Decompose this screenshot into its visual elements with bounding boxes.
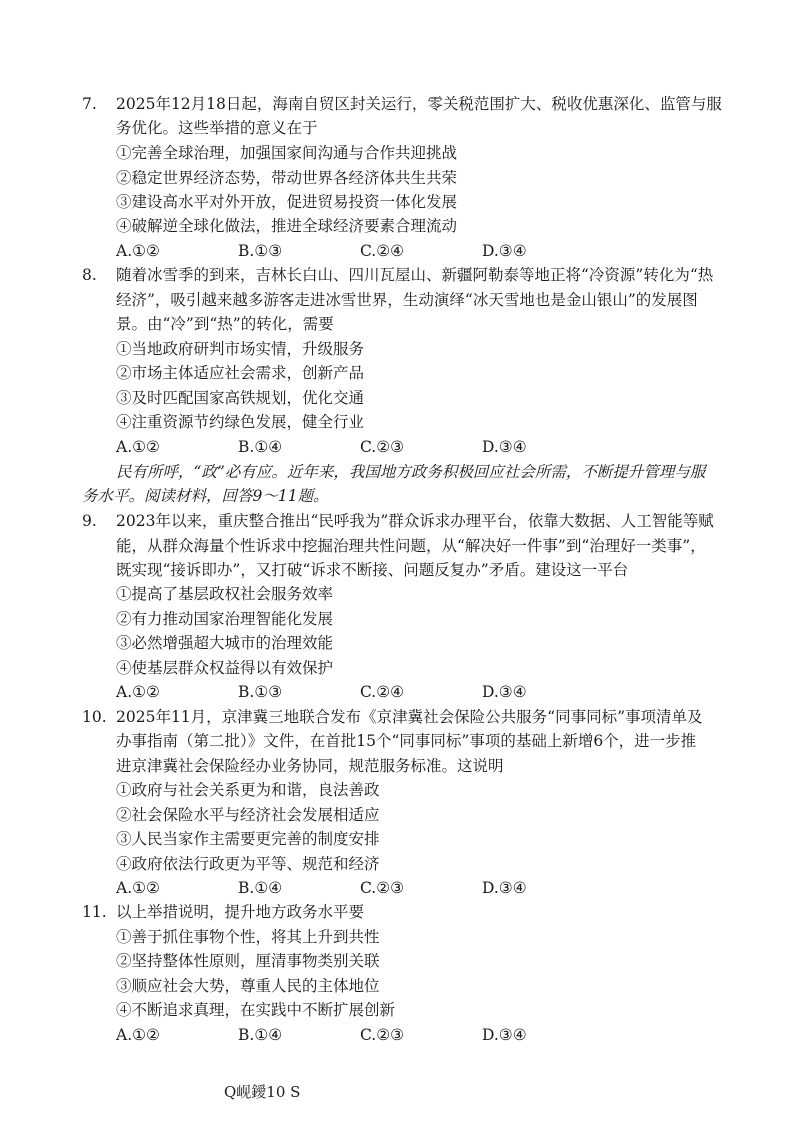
- question-8-option-b[interactable]: B.①④: [238, 438, 283, 456]
- question-10-number: 10.: [82, 708, 107, 726]
- question-7-option-c[interactable]: C.②④: [360, 242, 405, 260]
- question-10-stem-line-2: 办事指南（第二批）》文件，在首批15个“同事同标”事项的基础上新增6个，进一步推: [116, 732, 697, 750]
- question-10-item-2: ②社会保险水平与经济社会发展相适应: [116, 806, 380, 824]
- question-8-number: 8.: [82, 266, 97, 284]
- question-9-option-a[interactable]: A.①②: [116, 683, 160, 701]
- question-10-option-b[interactable]: B.①④: [238, 879, 283, 897]
- question-7-stem-line-1: 2025年12月18日起，海南自贸区封关运行，零关税范围扩大、税收优惠深化、监管与服: [116, 95, 722, 113]
- question-9-option-c[interactable]: C.②④: [360, 683, 405, 701]
- question-7-option-d[interactable]: D.③④: [482, 242, 527, 260]
- question-9-options: [116, 680, 731, 704]
- question-9-item-1: ①提高了基层政权社会服务效率: [116, 585, 334, 603]
- question-8-stem-line-3: 景。由“冷”到“热”的转化，需要: [116, 315, 334, 333]
- question-10-item-1: ①政府与社会关系更为和谐，良法善政: [116, 781, 380, 799]
- material-paragraph-line-2: 务水平。阅读材料，回答9～11题。: [82, 487, 329, 505]
- question-8-item-4: ④注重资源节约绿色发展，健全行业: [116, 413, 365, 431]
- question-11-option-b[interactable]: B.①④: [238, 1026, 283, 1044]
- question-10-stem-line-3: 进京津冀社会保险经办业务协同，规范服务标准。这说明: [116, 757, 504, 775]
- question-9-stem-line-3: 既实现“接诉即办”，又打破“诉求不断接、问题反复办”矛盾。建设这一平台: [116, 561, 629, 579]
- question-11-option-d[interactable]: D.③④: [482, 1026, 527, 1044]
- question-8-item-1: ①当地政府研判市场实情，升级服务: [116, 340, 365, 358]
- question-7-number: 7.: [82, 95, 97, 113]
- question-10-option-d[interactable]: D.③④: [482, 879, 527, 897]
- question-8-item-2: ②市场主体适应社会需求，创新产品: [116, 364, 365, 382]
- question-10-option-a[interactable]: A.①②: [116, 879, 160, 897]
- question-8-item-3: ③及时匹配国家高铁规划，优化交通: [116, 389, 365, 407]
- question-7-stem-line-2: 务优化。这些举措的意义在于: [116, 119, 318, 137]
- question-9-option-b[interactable]: B.①③: [238, 683, 283, 701]
- question-9-stem-line-1: 2023年以来，重庆整合推出“民呼我为”群众诉求办理平台，依靠大数据、人工智能等赋: [116, 512, 714, 530]
- question-7-item-1: ①完善全球治理，加强国家间沟通与合作共迎挑战: [116, 144, 458, 162]
- question-9-item-3: ③必然增强超大城市的治理效能: [116, 634, 334, 652]
- question-11-option-c[interactable]: C.②③: [360, 1026, 405, 1044]
- question-9-item-4: ④使基层群众权益得以有效保护: [116, 659, 334, 677]
- material-paragraph-line-1: 民有所呼，“政”必有应。近年来，我国地方政务积极回应社会所需，不断提升管理与服: [116, 463, 706, 481]
- question-9-stem-line-2: 能，从群众海量个性诉求中挖掘治理共性问题，从“解决好一件事”到“治理好一类事”，: [116, 537, 706, 555]
- question-9-item-2: ②有力推动国家治理智能化发展: [116, 610, 334, 628]
- question-9-option-d[interactable]: D.③④: [482, 683, 527, 701]
- question-7-item-4: ④破解逆全球化做法，推进全球经济要素合理流动: [116, 217, 458, 235]
- question-8-option-c[interactable]: C.②③: [360, 438, 405, 456]
- question-10-options: [116, 876, 731, 900]
- question-11-item-1: ①善于抓住事物个性，将其上升到共性: [116, 928, 380, 946]
- page-footer: Q岘鑀10 S: [224, 1083, 301, 1101]
- question-7-option-a[interactable]: A.①②: [116, 242, 160, 260]
- question-8-option-d[interactable]: D.③④: [482, 438, 527, 456]
- question-7-option-b[interactable]: B.①③: [238, 242, 283, 260]
- question-10-item-4: ④政府依法行政更为平等、规范和经济: [116, 855, 380, 873]
- question-7-item-2: ②稳定世界经济态势，带动世界各经济体共生共荣: [116, 169, 458, 187]
- question-11-option-a[interactable]: A.①②: [116, 1026, 160, 1044]
- question-10-item-3: ③人民当家作主需要更完善的制度安排: [116, 830, 380, 848]
- question-10-stem-line-1: 2025年11月，京津冀三地联合发布《京津冀社会保险公共服务“同事同标”事项清单及: [116, 708, 703, 726]
- question-11-number: 11.: [82, 903, 107, 921]
- question-11-item-3: ③顺应社会大势，尊重人民的主体地位: [116, 977, 380, 995]
- question-7-options: [116, 239, 731, 263]
- question-11-item-2: ②坚持整体性原则，厘清事物类别关联: [116, 952, 380, 970]
- question-11-item-4: ④不断追求真理，在实践中不断扩展创新: [116, 1001, 396, 1019]
- question-11-stem-line-1: 以上举措说明，提升地方政务水平要: [116, 903, 365, 921]
- question-8-stem-line-1: 随着冰雪季的到来，吉林长白山、四川瓦屋山、新疆阿勒泰等地正将“冷资源”转化为“热: [116, 266, 714, 284]
- question-8-option-a[interactable]: A.①②: [116, 438, 160, 456]
- question-11-options: [116, 1023, 731, 1047]
- question-10-option-c[interactable]: C.②③: [360, 879, 405, 897]
- question-8-options: [116, 435, 731, 459]
- question-7-item-3: ③建设高水平对外开放，促进贸易投资一体化发展: [116, 193, 458, 211]
- question-9-number: 9.: [82, 512, 97, 530]
- question-8-stem-line-2: 经济”，吸引越来越多游客走进冰雪世界，生动演绎“冰天雪地也是金山银山”的发展图: [116, 291, 698, 309]
